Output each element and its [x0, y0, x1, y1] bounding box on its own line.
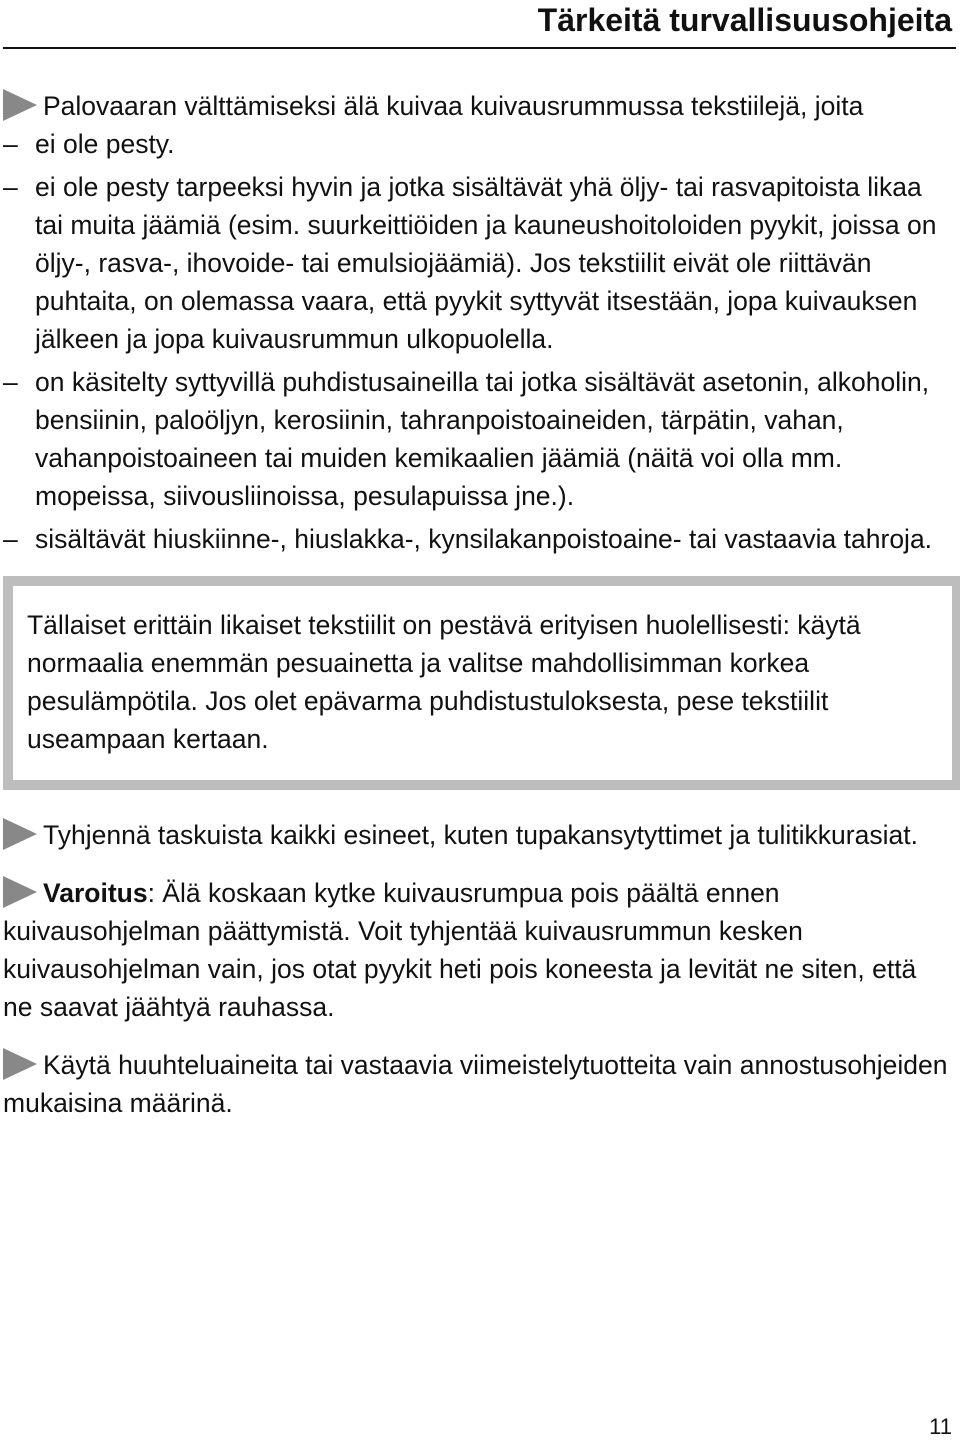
list-item	[3, 363, 948, 515]
dash-icon: –	[3, 172, 18, 202]
fire-hazard-intro-text: Palovaaran välttämiseksi älä kuivaa kuivausrummussa tekstiilejä, joita	[43, 91, 864, 121]
list-item	[3, 168, 948, 358]
triangle-bullet-icon	[3, 1048, 37, 1080]
warning-text: : Älä koskaan kytke kuivausrumpua pois päältä ennen kuivausohjelman päättymistä. Voit tyhjentää kuivausrummun kesken kuivausohjelman vain, jos otat pyykit heti pois koneesta ja levität ne siten, että ne saavat jäähtyä rauhassa.	[3, 878, 917, 1022]
list-item-text: sisältävät hiuskiinne-, hiuslakka-, kynsilakanpoistoaine- tai vastaavia tahroja.	[35, 524, 933, 554]
dash-icon: –	[3, 129, 18, 159]
list-item	[3, 125, 948, 163]
page-number: 11	[929, 1414, 952, 1439]
warning-label: Varoitus	[43, 878, 148, 908]
document-body	[3, 87, 948, 1122]
warning-paragraph	[3, 874, 948, 1026]
list-item-text: ei ole pesty tarpeeksi hyvin ja jotka sisältävät yhä öljy- tai rasvapitoista likaa tai muita jäämiä (esim. suurkeittiöiden ja kauneushoitoloiden pyykit, joissa on öljy-, rasva-, ihovoide- tai emulsiojäämiä). Jos tekstiilit eivät ole riittävän puhtaita, on olemassa vaara, että pyykit syttyvät itsestään, jopa kuivauksen jälkeen ja jopa kuivausrummun ulkopuolella.	[35, 172, 937, 354]
header-divider	[3, 47, 956, 49]
fire-hazard-intro	[3, 87, 948, 125]
triangle-bullet-icon	[3, 89, 37, 121]
notice-box	[3, 576, 960, 790]
dash-icon: –	[3, 524, 18, 554]
softener-paragraph	[3, 1046, 948, 1122]
list-item-text: ei ole pesty.	[35, 129, 175, 159]
pockets-paragraph	[3, 816, 948, 854]
list-item	[3, 520, 948, 558]
notice-text: Tällaiset erittäin likaiset tekstiilit on pestävä erityisen huolellisesti: käytä normaalia enemmän pesuainetta ja valitse mahdollisimman korkea pesulämpötila. Jos olet epävarma puhdistustuloksesta, pese tekstiilit useampaan kertaan.	[27, 610, 861, 754]
dash-icon: –	[3, 367, 18, 397]
triangle-bullet-icon	[3, 818, 37, 850]
triangle-bullet-icon	[3, 876, 37, 908]
list-item-text: on käsitelty syttyvillä puhdistusaineilla tai jotka sisältävät asetonin, alkoholin, bensiinin, paloöljyn, kerosiinin, tahranpoistoaineiden, tärpätin, vahan, vahanpoistoaineen tai muiden kemikaalien jäämiä (näitä voi olla mm. mopeissa, siivousliinoissa, pesulapuissa jne.).	[35, 367, 930, 511]
softener-text: Käytä huuhteluaineita tai vastaavia viimeistelytuotteita vain annostusohjeiden mukaisina määrinä.	[3, 1050, 948, 1118]
page-title: Tärkeitä turvallisuusohjeita	[537, 2, 952, 38]
pockets-text: Tyhjennä taskuista kaikki esineet, kuten tupakansytyttimet ja tulitikkurasiat.	[43, 820, 918, 850]
